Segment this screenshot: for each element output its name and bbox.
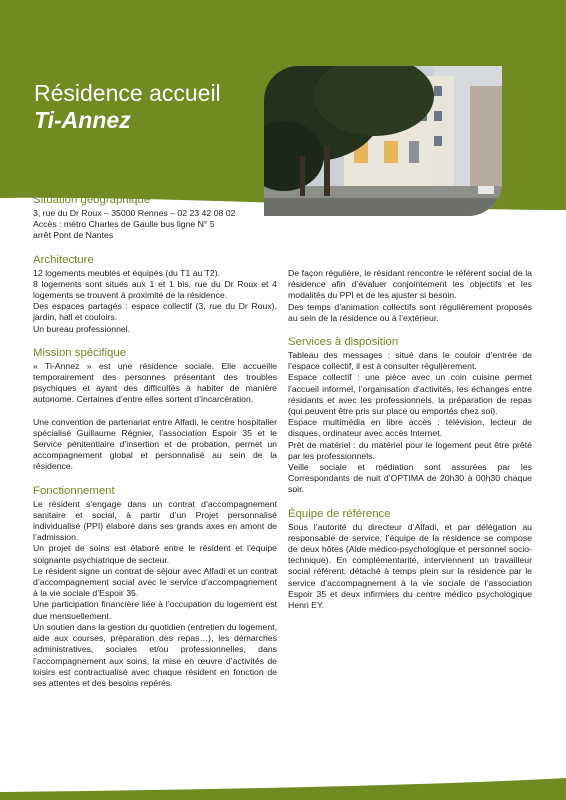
architecture-line: Des espaces partagés : espace collectif (3, rue du Dr Roux), jardin, hall et couloirs.: [33, 301, 277, 323]
services-paragraph: Espace multimédia en libre accès : télévision, lecteur de disques, ordinateur avec accès Internet.: [288, 417, 532, 439]
services-paragraph: Prêt de matériel : du matériel pour le logement peut être prêté par les professionnels.: [288, 439, 532, 461]
section-fonctionnement: [33, 485, 277, 689]
intro-paragraph: De façon régulière, le résidant rencontre le référent social de la résidence afin d’évaluer conjointement les objectifs et les modalités du PPI et de les ajuster si besoin.: [288, 268, 532, 301]
services-heading: Services à disposition: [288, 336, 399, 349]
title-line-2: Ti-Annez: [34, 107, 131, 133]
architecture-line: Un bureau professionnel.: [33, 323, 131, 334]
residence-photo: [264, 66, 502, 216]
mission-heading: Mission spécifique: [33, 346, 127, 359]
architecture-line: 12 logements meublés et équipés (du T1 au T2).: [33, 267, 221, 278]
situation-heading: Situation géographique: [33, 194, 151, 206]
mission-paragraph: « Ti-Annez » est une résidence sociale. Elle accueille temporairement des personnes présentant des troubles psychiques et ayant des difficultés à habiter de manière autonome. Certaines d’entre elles sortent d’incarcération.: [33, 360, 277, 405]
architecture-line: 8 logements sont situés aux 1 et 1 bis, rue du Dr Roux et 4 logements se trouvent à proximité de la résidence.: [33, 278, 277, 301]
services-paragraph: Veille sociale et médiation sont assurées par les Correspondants de nuit d’OPTIMA de 20h30 à 00h30 chaque soir.: [288, 462, 532, 495]
fonctionnement-heading: Fonctionnement: [33, 484, 115, 497]
equipe-paragraph: Sous l’autorité du directeur d’Alfadi, et par délégation au responsable de service, l’équipe de la résidence se compose de deux hôtes (Aide médico-psychologique et personnel socio-technique). En complémentarité, interviennent un travailleur social référent, détaché à temps plein sur la résidence par le service d’accompagnement à la vie sociale de l’association Espoir 35 et deux infirmiers du centre médico psychologique Henri EY.: [288, 521, 532, 611]
intro-paragraph: Des temps d’animation collectifs sont régulièrement proposés au sein de la résidence ou à l’extérieur.: [288, 301, 532, 323]
section-intro: [288, 268, 532, 324]
equipe-heading: Équipe de référence: [288, 507, 391, 520]
fonctionnement-paragraph: Une participation financière liée à l’occupation du logement est due mensuellement.: [33, 599, 277, 621]
title-line-1: Résidence accueil: [34, 80, 221, 106]
section-services: [288, 336, 532, 496]
situation-line: Accès : métro Charles de Gaulle bus ligne N° 5: [33, 219, 215, 230]
fonctionnement-paragraph: Le résident s’engage dans un contrat d’accompagnement sanitaire et social, à partir d’un Projet personnalisé individualisé (PPI) élaboré dans ses grands axes en amont de l’admission.: [33, 498, 277, 543]
section-mission: [33, 347, 277, 473]
fonctionnement-paragraph: Un soutien dans la gestion du quotidien (entretien du logement, aide aux courses, préparation des repas…), les démarches administratives, sociales et/ou professionnelles, dans l’accompagnement aux soins, la mise en œuvre d’activités de loisirs est contractualisé avec chaque résident en fonction de ses attentes et des besoins repérés.: [33, 621, 277, 688]
architecture-heading: Architecture: [33, 253, 94, 266]
fonctionnement-paragraph: Le résident signe un contrat de séjour avec Alfadi et un contrat d’accompagnement social avec le service d’accompagnement à la vie sociale d’Espoir 35.: [33, 565, 277, 599]
section-architecture: [33, 254, 277, 335]
right-column: [288, 268, 532, 623]
left-column: [33, 194, 277, 701]
mission-paragraph: Une convention de partenariat entre Alfadi, le centre hospitalier spécialisé Guillaume Régnier, l’association Espoir 35 et le Service pénitentiaire d’insertion et de probation, permet un accompagnement global et personnalisé au sein de la résidence.: [33, 416, 277, 472]
situation-line: 3, rue du Dr Roux – 35000 Rennes – 02 23 42 08 02: [33, 208, 236, 218]
services-paragraph: Tableau des messages : situé dans le couloir d’entrée de l’espace collectif, il est à consulter régulièrement.: [288, 350, 532, 372]
page-title: [34, 80, 221, 134]
section-situation: [33, 194, 277, 242]
services-paragraph: Espace collectif : une pièce avec un coin cuisine permet l’accueil informel, l’organisation d’activités, les échanges entre résidants et avec les professionnels, la préparation de repas (qui peuvent être pris sur place ou emportés chez soi).: [288, 372, 532, 417]
fonctionnement-paragraph: Un projet de soins est élaboré entre le résident et l’équipe soignante psychiatrique de secteur.: [33, 543, 277, 565]
situation-line: arrêt Pont de Nantes: [33, 230, 114, 241]
section-equipe: [288, 508, 532, 612]
